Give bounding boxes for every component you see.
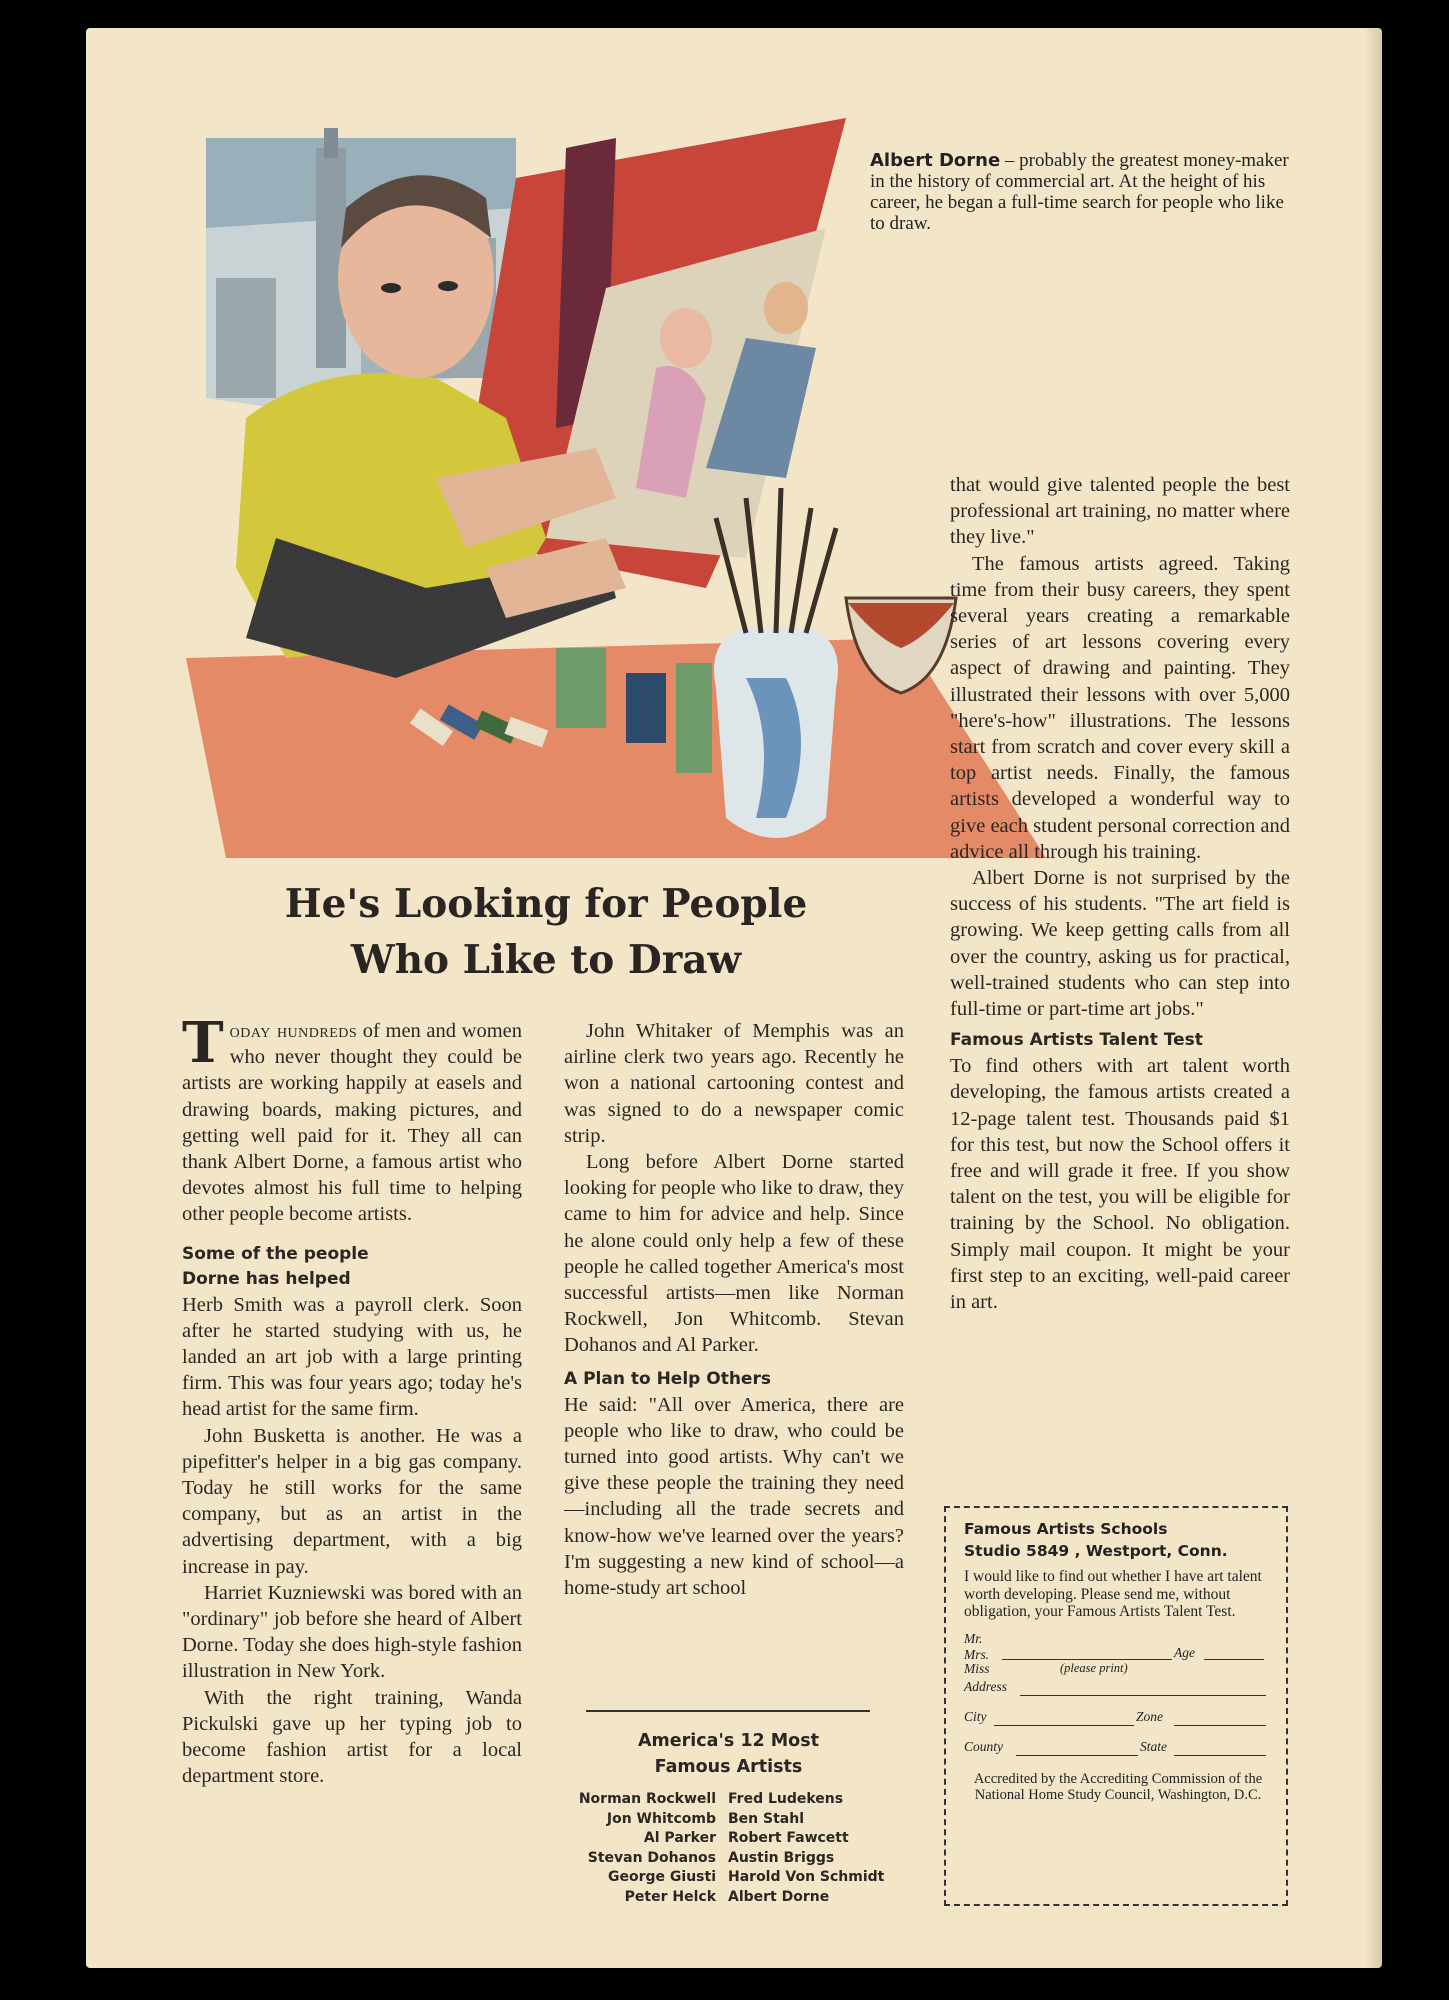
headline xyxy=(246,876,846,988)
artist-name: Stevan Dohanos xyxy=(587,1849,716,1866)
subhead-line-2: Dorne has helped xyxy=(182,1268,351,1289)
zone-line[interactable] xyxy=(1174,1725,1266,1726)
mail-coupon xyxy=(944,1506,1288,1906)
paragraph: Albert Dorne is not surprised by the success of his students. "The art field is growing. We keep getting calls from all over the country, asking us for practical, well-trained students who can step into full-time or part-time art jobs." xyxy=(950,867,1290,1021)
city-zone-field[interactable] xyxy=(964,1709,1272,1729)
subhead-line-1: Some of the people xyxy=(182,1243,369,1264)
label-age: Age xyxy=(1174,1644,1195,1660)
artist-name: Peter Helck xyxy=(624,1888,716,1905)
age-line[interactable] xyxy=(1204,1659,1264,1660)
article-column-2 xyxy=(564,1018,904,1601)
address-field[interactable] xyxy=(964,1679,1272,1699)
county-line[interactable] xyxy=(1016,1755,1138,1756)
label-city: City xyxy=(964,1708,987,1724)
paragraph: He said: "All over America, there are people who like to draw, who could be turned into good artists. Why can't we give these people the training they need—including all the trade secrets and know-how we've learned over the years? I'm suggesting a new kind of school—a home-study art school xyxy=(564,1393,904,1600)
intro-text: of men and women who never thought they could be artists are working happily at easels and drawing boards, making pictures, and getting well paid for it. They all can thank Albert Dorne, a famous artist who devotes almost his full time to helping other people become artists. xyxy=(182,1020,522,1226)
salutation-miss xyxy=(964,1661,1272,1679)
paragraph: With the right training, Wanda Pickulski gave up her typing job to become fashion artist for a local department store. xyxy=(182,1686,522,1788)
artist-name: Fred Ludekens xyxy=(728,1791,844,1807)
coupon-school-name: Famous Artists Schools xyxy=(964,1520,1168,1538)
label-mr: Mr. xyxy=(964,1630,983,1646)
caption-name: Albert Dorne xyxy=(870,150,1001,171)
drop-cap: T xyxy=(182,1010,224,1076)
artist-name: George Giusti xyxy=(608,1869,716,1886)
artist-name: Robert Fawcett xyxy=(728,1830,849,1847)
artist-name: Harold Von Schmidt xyxy=(728,1869,885,1886)
artists-names-left xyxy=(536,1790,716,1908)
headline-line-1: He's Looking for People xyxy=(284,881,808,927)
label-mrs: Mrs. xyxy=(964,1646,990,1662)
label-state: State xyxy=(1140,1738,1167,1754)
illustration-caption xyxy=(870,150,1290,234)
artist-name: Jon Whitcomb xyxy=(606,1810,716,1827)
state-line[interactable] xyxy=(1174,1755,1266,1756)
paragraph: The famous artists agreed. Taking time from their busy careers, they spent several years creating a remarkable series of art lessons covering every aspect of drawing and painting. They illustrated their lessons with over 5,000 "here's-how" illustrations. The lessons start from scratch and cover every skill a top artist needs. Finally, the famous artists developed a wonderful way to give each student personal correction and advice all through his training. xyxy=(950,552,1290,863)
coupon-header xyxy=(964,1518,1272,1562)
headline-line-2: Who Like to Draw xyxy=(350,937,742,983)
subhead-talent-test: Famous Artists Talent Test xyxy=(950,1030,1203,1051)
paragraph: John Busketta is another. He was a pipefitter's helper in a big gas company. Today he still works for the same company, but as an artist in the advertising department, with a big increase in pay. xyxy=(182,1424,522,1578)
accreditation-note: Accredited by the Accrediting Commission of the National Home Study Council, Washington, D.C. xyxy=(973,1770,1263,1803)
paragraph: To find others with art talent worth developing, the famous artists created a 12-page talent test. Thousands paid $1 for this test, but now the School offers it free and will grade it free. If you show talent on the test, you will be eligible for training by the School. No obligation. Simply mail coupon. It might be your first step to an exciting, well-paid career in art. xyxy=(950,1055,1290,1314)
paragraph: John Whitaker of Memphis was an airline clerk two years ago. Recently he won a national cartooning contest and was signed to do a newspaper comic strip. xyxy=(564,1020,904,1147)
caption-text: – probably the greatest money-maker in the history of commercial art. At the height of his career, he began a full-time search for people who like to draw. xyxy=(870,150,1289,234)
address-line[interactable] xyxy=(1020,1695,1266,1696)
county-state-field[interactable] xyxy=(964,1739,1272,1759)
paragraph: Herb Smith was a payroll clerk. Soon after he started studying with us, he landed an art job with a large printing firm. This was four years ago; today he's head artist for the same firm. xyxy=(182,1293,522,1421)
label-miss: Miss xyxy=(964,1660,990,1676)
label-county: County xyxy=(964,1738,1003,1754)
lead-small-caps: oday hundreds xyxy=(229,1020,358,1042)
artist-name: Al Parker xyxy=(643,1830,716,1847)
intro-paragraph xyxy=(182,1010,522,1228)
label-address: Address xyxy=(964,1678,1007,1694)
artists-title-line-1: America's 12 Most xyxy=(638,1731,819,1751)
coupon-name-block xyxy=(964,1631,1272,1759)
coupon-request-text: I would like to find out whether I have art talent worth developing. Please send me, without obligation, your Famous Artists Talent Test. xyxy=(964,1568,1262,1620)
article-column-3 xyxy=(950,472,1290,1315)
please-print-note: (please print) xyxy=(1060,1660,1128,1675)
artist-name: Norman Rockwell xyxy=(578,1791,716,1807)
artist-name: Austin Briggs xyxy=(728,1849,835,1866)
artists-title-line-2: Famous Artists xyxy=(654,1757,803,1777)
artists-names-right xyxy=(728,1790,928,1908)
paragraph: that would give talented people the best professional art training, no matter where they live." xyxy=(950,474,1290,549)
paragraph: Harriet Kuzniewski was bored with an "ordinary" job before she heard of Albert Dorne. Today she does high-style fashion illustration in New York. xyxy=(182,1581,522,1683)
article-column-1 xyxy=(182,1010,522,1789)
artists-list-title xyxy=(556,1728,901,1780)
name-line[interactable] xyxy=(1002,1659,1172,1660)
artist-name: Ben Stahl xyxy=(728,1810,804,1827)
city-line[interactable] xyxy=(994,1725,1134,1726)
salutation-mrs-field[interactable] xyxy=(964,1644,1272,1662)
subhead-people-helped xyxy=(182,1242,522,1292)
divider-rule xyxy=(586,1710,870,1712)
comic-back-cover xyxy=(86,28,1382,1968)
artist-name: Albert Dorne xyxy=(728,1888,830,1905)
coupon-studio-address: Studio 5849 , Westport, Conn. xyxy=(964,1542,1228,1560)
label-zone: Zone xyxy=(1136,1708,1163,1724)
paragraph: Long before Albert Dorne started looking for people who like to draw, they came to him for advice and help. Since he alone could only help a few of these people he called together America's most successful artists—men like Norman Rockwell, Jon Whitcomb. Stevan Dohanos and Al Parker. xyxy=(564,1151,904,1357)
subhead-plan: A Plan to Help Others xyxy=(564,1368,771,1389)
salutation-mr xyxy=(964,1631,1272,1647)
